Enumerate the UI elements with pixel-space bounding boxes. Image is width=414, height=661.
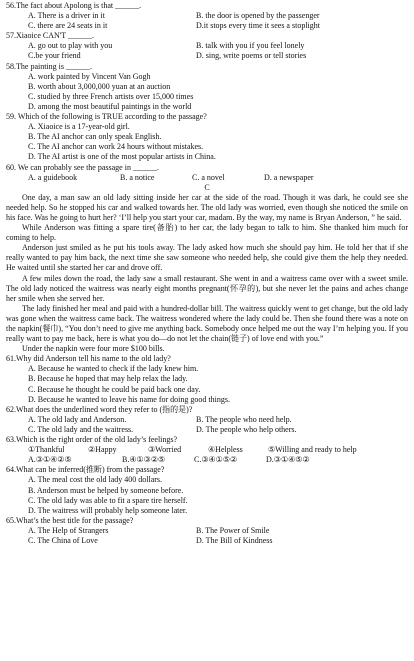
option-58-c: C. studied by three French artists over 15,000 times bbox=[28, 91, 194, 101]
option-63-b: B.④①③②⑤ bbox=[122, 455, 166, 465]
question-65-stem: 65.What’s the best title for the passage? bbox=[6, 515, 134, 525]
option-58-d: D. among the most beautiful paintings in the world bbox=[28, 101, 192, 111]
question-56-stem: 56.The fact about Apolong is that ______. bbox=[6, 1, 142, 10]
option-64-a: A. The meal cost the old lady 400 dollars. bbox=[28, 475, 163, 485]
option-58-b: B. worth about 3,000,000 yuan at an auction bbox=[28, 81, 171, 91]
option-65-b: B. The Power of Smile bbox=[196, 525, 270, 535]
option-59-c: C. The AI anchor can work 24 hours without mistakes. bbox=[28, 142, 204, 152]
passage-paragraph-4: A few miles down the road, the lady saw a small restaurant. She went in and a waitress came over with a sweet smile. The old lady noticed the waitress was nearly eight months pregnant(怀孕的), but she never let the pains and aches change her smile when she served her. bbox=[6, 273, 408, 303]
option-65-d: D. The Bill of Kindness bbox=[196, 535, 273, 545]
question-63-feelings bbox=[6, 445, 408, 455]
section-label: C bbox=[204, 182, 210, 192]
option-59-d: D. The AI artist is one of the most popular artists in China. bbox=[28, 152, 216, 162]
question-62-options bbox=[6, 415, 408, 425]
option-56-d: D.it stops every time it sees a stoplight bbox=[196, 21, 320, 31]
feeling-2: ②Happy bbox=[88, 445, 117, 455]
option-57-a: A. go out to play with you bbox=[28, 41, 113, 51]
option-60-b: B. a notice bbox=[120, 172, 155, 182]
question-65-options-2 bbox=[6, 536, 408, 546]
question-65-options bbox=[6, 526, 408, 536]
passage-paragraph-3: Anderson just smiled as he put his tools away. The lady asked how much she should pay him. He told her that if she really wanted to pay him back, the next time she saw someone who needed help, she could give them the help they needed. He waited until she started her car and drove off. bbox=[6, 243, 408, 273]
option-57-d: D. sing, write poems or tell stories bbox=[196, 51, 307, 61]
option-58-a: A. work painted by Vincent Van Gogh bbox=[28, 71, 151, 81]
option-60-c: C. a novel bbox=[192, 172, 225, 182]
question-56-options-2 bbox=[6, 21, 408, 31]
option-60-d: D. a newspaper bbox=[264, 172, 314, 182]
option-60-a: A. a guidebook bbox=[28, 172, 78, 182]
passage-paragraph-5: The lady finished her meal and paid with a hundred-dollar bill. The waitress quickly went to get change, but the old lady was gone when the waitress came back. The waitress wondered where the lady could be. Then she found there was a note on the napkin(餐巾), “You don’t need to give me anything back. Somebody once helped me out the way I’m helping you. If you really want to pay me back, here is what you do—do not let the chain(链子) of love end with you.” bbox=[6, 303, 408, 344]
question-61-stem: 61.Why did Anderson tell his name to the old lady? bbox=[6, 354, 171, 364]
question-59-stem: 59. Which of the following is TRUE according to the passage? bbox=[6, 112, 207, 122]
question-58-stem: 58.The painting is ______. bbox=[6, 61, 92, 71]
question-62-stem: 62.What does the underlined word they refer to (指的是)? bbox=[6, 404, 193, 414]
option-61-c: C. Because he thought he could be paid back one day. bbox=[28, 384, 201, 394]
question-57-stem: 57.Xiaoice CAN'T ______. bbox=[6, 31, 94, 41]
question-63-options bbox=[6, 455, 408, 465]
passage-paragraph-2: While Anderson was fitting a spare tire(备胎) to her car, the lady began to talk to him. She thanked him much for coming to help. bbox=[6, 223, 408, 243]
option-62-c: C. The old lady and the waitress. bbox=[28, 424, 134, 434]
option-63-d: D.③①④⑤② bbox=[266, 455, 310, 465]
option-62-b: B. The people who need help. bbox=[196, 414, 292, 424]
question-57-options bbox=[6, 41, 408, 51]
option-59-b: B. The AI anchor can only speak English. bbox=[28, 132, 162, 142]
option-64-d: D. The waitress will probably help someone later. bbox=[28, 505, 188, 515]
option-65-a: A. The Help of Strangers bbox=[28, 525, 109, 535]
question-60-stem: 60. We can probably see the passage in ______. bbox=[6, 162, 159, 172]
question-64-stem: 64.What can be inferred(推断) from the passage? bbox=[6, 465, 165, 475]
option-57-b: B. talk with you if you feel lonely bbox=[196, 41, 305, 51]
question-57-options-2 bbox=[6, 51, 408, 61]
feeling-1: ①Thankful bbox=[28, 445, 65, 455]
option-59-a: A. Xiaoice is a 17-year-old girl. bbox=[28, 122, 130, 132]
feeling-4: ④Helpless bbox=[208, 445, 243, 455]
option-61-a: A. Because he wanted to check if the lady knew him. bbox=[28, 364, 199, 374]
option-63-c: C.③④①⑤② bbox=[194, 455, 238, 465]
option-62-a: A. The old lady and Anderson. bbox=[28, 414, 127, 424]
question-60-options bbox=[6, 173, 408, 183]
feeling-5: ⑤Willing and ready to help bbox=[268, 445, 357, 455]
option-56-c: C. there are 24 seats in it bbox=[28, 21, 108, 31]
option-56-a: A. There is a driver in it bbox=[28, 11, 105, 21]
option-64-b: B. Anderson must be helped by someone before. bbox=[28, 485, 184, 495]
option-62-d: D. The people who help others. bbox=[196, 424, 297, 434]
passage-paragraph-1: One day, a man saw an old lady sitting inside her car at the side of the road. Though it was dark, he could see she needed help. So he stopped his car and walked towards her. The old lady was worried, even though she noticed the smile on his face. Was he going to hurt her? ‘I’ll help you start your car, madam. By the way, my name is Bryan Anderson, ” he said. bbox=[6, 192, 408, 222]
passage-paragraph-6: Under the napkin were four more $100 bills. bbox=[22, 344, 165, 354]
option-61-b: B. Because he hoped that may help relax the lady. bbox=[28, 374, 188, 384]
question-56-options bbox=[6, 11, 408, 21]
question-63-stem: 63.Which is the right order of the old lady’s feelings? bbox=[6, 435, 178, 445]
feeling-3: ③Worried bbox=[148, 445, 182, 455]
question-62-options-2 bbox=[6, 425, 408, 435]
option-61-d: D. Because he wanted to leave his name for doing good things. bbox=[28, 394, 230, 404]
option-65-c: C. The China of Love bbox=[28, 535, 98, 545]
option-63-a: A.③①④②⑤ bbox=[28, 455, 72, 465]
option-56-b: B. the door is opened by the passenger bbox=[196, 11, 320, 21]
option-64-c: C. The old lady was able to fit a spare tire herself. bbox=[28, 495, 188, 505]
option-57-c: C.be your friend bbox=[28, 51, 81, 61]
